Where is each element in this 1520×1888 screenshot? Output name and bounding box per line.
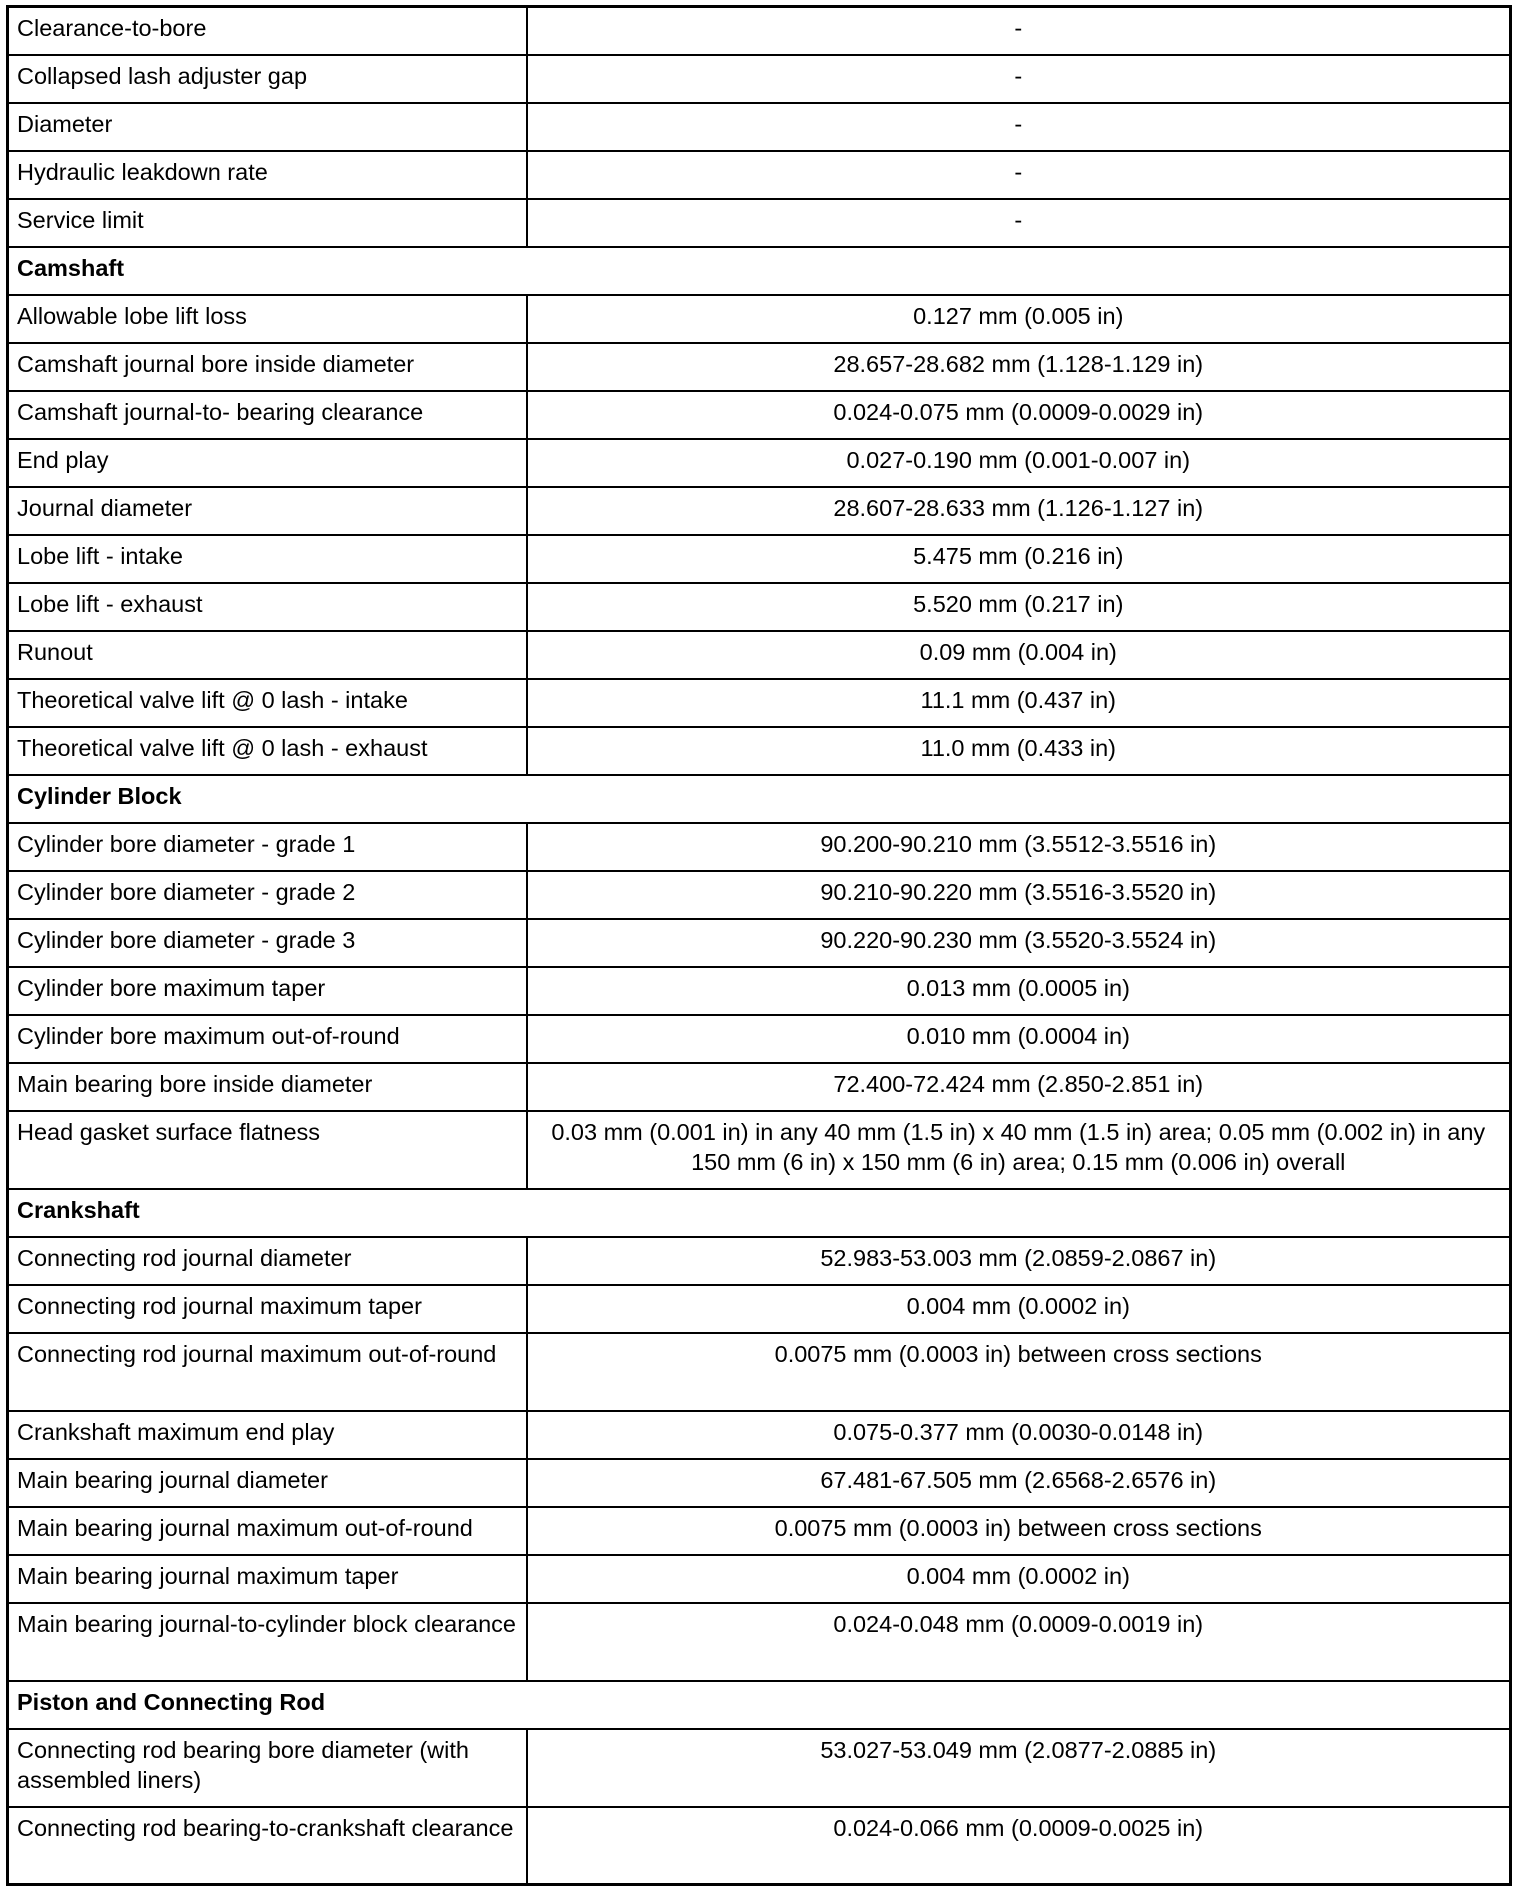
spec-value: 0.03 mm (0.001 in) in any 40 mm (1.5 in) x 40 mm (1.5 in) area; 0.05 mm (0.002 in) in any 150 mm (6 in) x 150 mm (6 in) area; 0.15 mm (0.006 in) overall [527, 1111, 1511, 1189]
specification-table [6, 5, 1512, 1886]
spec-label: Cylinder bore diameter - grade 3 [8, 919, 527, 967]
spec-value: 90.200-90.210 mm (3.5512-3.5516 in) [527, 823, 1511, 871]
spec-value: 0.127 mm (0.005 in) [527, 295, 1511, 343]
spec-value: 0.075-0.377 mm (0.0030-0.0148 in) [527, 1411, 1511, 1459]
spec-value: 0.013 mm (0.0005 in) [527, 967, 1511, 1015]
spec-label: Cylinder bore diameter - grade 2 [8, 871, 527, 919]
section-header-row [8, 775, 1511, 823]
spec-value: 52.983-53.003 mm (2.0859-2.0867 in) [527, 1237, 1511, 1285]
spec-value: 0.004 mm (0.0002 in) [527, 1285, 1511, 1333]
spec-label: Journal diameter [8, 487, 527, 535]
table-row [8, 199, 1511, 247]
section-title: Cylinder Block [8, 775, 1511, 823]
table-row [8, 871, 1511, 919]
spec-value: 0.09 mm (0.004 in) [527, 631, 1511, 679]
spec-label: Main bearing journal maximum taper [8, 1555, 527, 1603]
spec-value: 0.027-0.190 mm (0.001-0.007 in) [527, 439, 1511, 487]
spec-label: End play [8, 439, 527, 487]
spec-value: 0.010 mm (0.0004 in) [527, 1015, 1511, 1063]
spec-value: - [527, 151, 1511, 199]
section-header-row [8, 1189, 1511, 1237]
spec-label: Cylinder bore maximum taper [8, 967, 527, 1015]
section-title: Crankshaft [8, 1189, 1511, 1237]
spec-label: Cylinder bore maximum out-of-round [8, 1015, 527, 1063]
table-row [8, 631, 1511, 679]
spec-value: 0.024-0.075 mm (0.0009-0.0029 in) [527, 391, 1511, 439]
section-header-row [8, 247, 1511, 295]
spec-label: Theoretical valve lift @ 0 lash - intake [8, 679, 527, 727]
table-row [8, 967, 1511, 1015]
spec-value: 90.220-90.230 mm (3.5520-3.5524 in) [527, 919, 1511, 967]
table-row [8, 679, 1511, 727]
table-row [8, 535, 1511, 583]
table-row [8, 727, 1511, 775]
section-title: Piston and Connecting Rod [8, 1681, 1511, 1729]
spec-label: Connecting rod journal maximum out-of-round [8, 1333, 527, 1411]
spec-label: Theoretical valve lift @ 0 lash - exhaust [8, 727, 527, 775]
table-row [8, 1507, 1511, 1555]
spec-value: 28.657-28.682 mm (1.128-1.129 in) [527, 343, 1511, 391]
spec-label: Clearance-to-bore [8, 7, 527, 55]
spec-value: 5.520 mm (0.217 in) [527, 583, 1511, 631]
table-row [8, 1111, 1511, 1189]
table-row [8, 1333, 1511, 1411]
table-row [8, 343, 1511, 391]
spec-value: 0.0075 mm (0.0003 in) between cross sections [527, 1333, 1511, 1411]
table-row [8, 1459, 1511, 1507]
table-row [8, 1603, 1511, 1681]
spec-value: 0.0075 mm (0.0003 in) between cross sections [527, 1507, 1511, 1555]
section-header-row [8, 1681, 1511, 1729]
spec-value: 11.0 mm (0.433 in) [527, 727, 1511, 775]
table-row [8, 55, 1511, 103]
spec-value: 0.004 mm (0.0002 in) [527, 1555, 1511, 1603]
spec-label: Main bearing journal diameter [8, 1459, 527, 1507]
spec-label: Lobe lift - intake [8, 535, 527, 583]
spec-label: Main bearing journal maximum out-of-round [8, 1507, 527, 1555]
spec-label: Camshaft journal bore inside diameter [8, 343, 527, 391]
spec-value: 67.481-67.505 mm (2.6568-2.6576 in) [527, 1459, 1511, 1507]
table-row [8, 1237, 1511, 1285]
table-row [8, 1015, 1511, 1063]
spec-value: 0.024-0.066 mm (0.0009-0.0025 in) [527, 1807, 1511, 1885]
spec-label: Allowable lobe lift loss [8, 295, 527, 343]
spec-label: Hydraulic leakdown rate [8, 151, 527, 199]
spec-label: Main bearing bore inside diameter [8, 1063, 527, 1111]
spec-label: Crankshaft maximum end play [8, 1411, 527, 1459]
spec-value: 5.475 mm (0.216 in) [527, 535, 1511, 583]
spec-label: Cylinder bore diameter - grade 1 [8, 823, 527, 871]
spec-label: Connecting rod journal maximum taper [8, 1285, 527, 1333]
spec-label: Service limit [8, 199, 527, 247]
section-title: Camshaft [8, 247, 1511, 295]
table-row [8, 1063, 1511, 1111]
spec-label: Camshaft journal-to- bearing clearance [8, 391, 527, 439]
spec-value: 28.607-28.633 mm (1.126-1.127 in) [527, 487, 1511, 535]
spec-value: - [527, 199, 1511, 247]
spec-value: - [527, 103, 1511, 151]
table-row [8, 1555, 1511, 1603]
table-row [8, 1411, 1511, 1459]
spec-label: Runout [8, 631, 527, 679]
spec-value: 90.210-90.220 mm (3.5516-3.5520 in) [527, 871, 1511, 919]
spec-label: Diameter [8, 103, 527, 151]
spec-value: - [527, 7, 1511, 55]
spec-label: Connecting rod bearing-to-crankshaft clearance [8, 1807, 527, 1885]
spec-label: Head gasket surface flatness [8, 1111, 527, 1189]
table-row [8, 1285, 1511, 1333]
spec-label: Collapsed lash adjuster gap [8, 55, 527, 103]
table-row [8, 391, 1511, 439]
table-row [8, 583, 1511, 631]
table-row [8, 103, 1511, 151]
spec-label: Connecting rod journal diameter [8, 1237, 527, 1285]
table-row [8, 919, 1511, 967]
table-row [8, 487, 1511, 535]
table-row [8, 7, 1511, 55]
spec-value: 0.024-0.048 mm (0.0009-0.0019 in) [527, 1603, 1511, 1681]
spec-value: - [527, 55, 1511, 103]
spec-label: Connecting rod bearing bore diameter (with assembled liners) [8, 1729, 527, 1807]
spec-value: 72.400-72.424 mm (2.850-2.851 in) [527, 1063, 1511, 1111]
spec-value: 53.027-53.049 mm (2.0877-2.0885 in) [527, 1729, 1511, 1807]
table-row [8, 1807, 1511, 1885]
spec-label: Lobe lift - exhaust [8, 583, 527, 631]
spec-value: 11.1 mm (0.437 in) [527, 679, 1511, 727]
table-row [8, 823, 1511, 871]
table-row [8, 295, 1511, 343]
table-row [8, 151, 1511, 199]
table-row [8, 439, 1511, 487]
spec-label: Main bearing journal-to-cylinder block clearance [8, 1603, 527, 1681]
table-row [8, 1729, 1511, 1807]
